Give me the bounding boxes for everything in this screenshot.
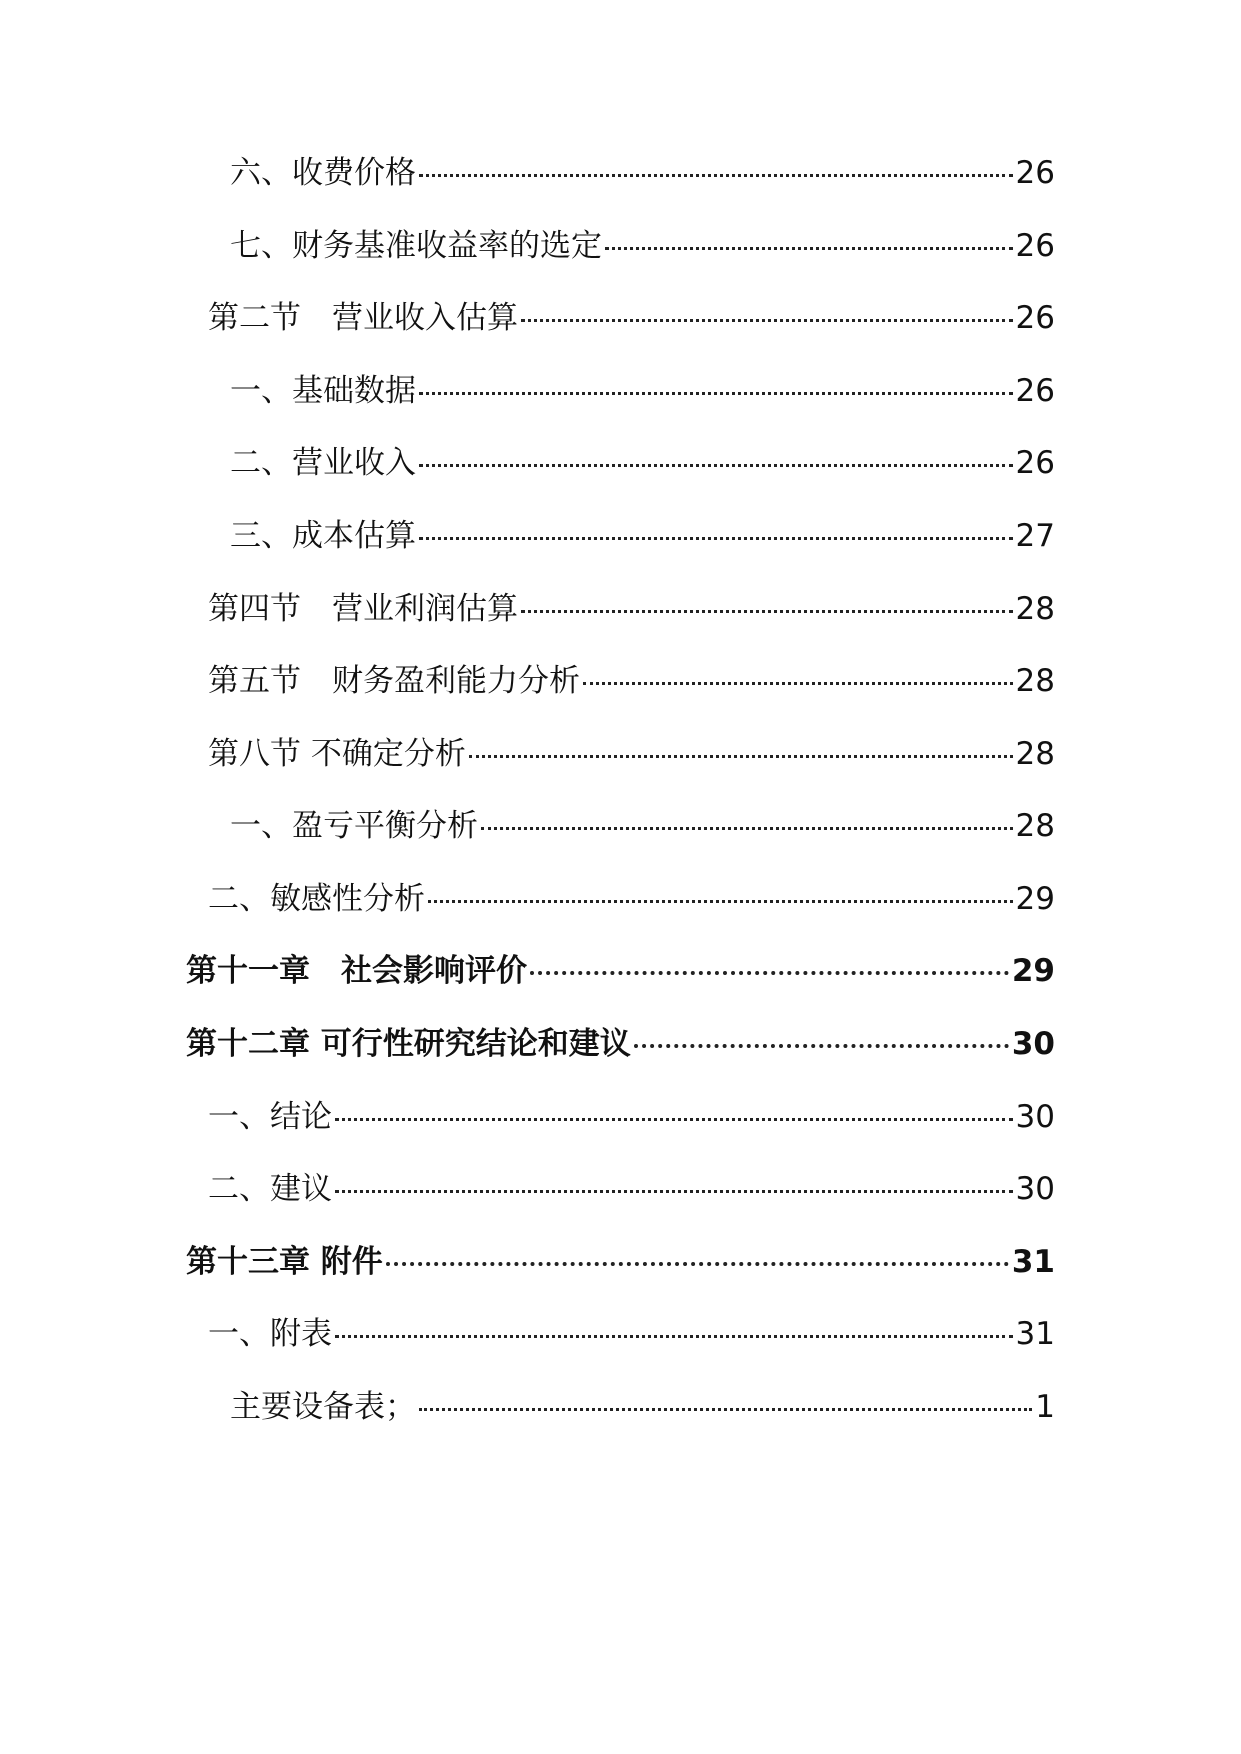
toc-entry[interactable] — [230, 516, 1055, 556]
toc-entry[interactable] — [230, 806, 1055, 846]
toc-entry[interactable] — [230, 226, 1055, 266]
toc-entry-page: 30 — [1015, 1099, 1055, 1135]
toc-entry-title: 第十三章 附件 — [186, 1244, 383, 1280]
toc-entry-title: 一、盈亏平衡分析 — [230, 808, 478, 844]
toc-entry-title: 六、收费价格 — [230, 155, 416, 191]
toc-entry-page: 31 — [1015, 1316, 1055, 1352]
toc-entry-chapter[interactable] — [186, 1242, 1055, 1282]
toc-entry-title: 二、敏感性分析 — [208, 881, 425, 917]
toc-entry[interactable] — [208, 1314, 1055, 1354]
dot-leader — [634, 1044, 1009, 1048]
dot-leader — [481, 827, 1013, 830]
dot-leader — [419, 392, 1013, 395]
toc-entry-page: 28 — [1015, 808, 1055, 844]
dot-leader — [335, 1335, 1013, 1338]
toc-entry[interactable] — [208, 589, 1055, 629]
toc-entry-page: 26 — [1015, 373, 1055, 409]
dot-leader — [335, 1190, 1013, 1193]
toc-entry-page: 28 — [1015, 736, 1055, 772]
toc-entry[interactable] — [208, 1097, 1055, 1137]
toc-entry-title: 第十一章 社会影响评价 — [186, 953, 527, 989]
dot-leader — [419, 174, 1013, 177]
toc-entry[interactable] — [208, 1169, 1055, 1209]
toc-entry-title: 二、营业收入 — [230, 445, 416, 481]
toc-entry-title: 三、成本估算 — [230, 518, 416, 554]
toc-entry-title: 第五节 财务盈利能力分析 — [208, 663, 580, 699]
toc-entry-title: 第八节 不确定分析 — [208, 736, 466, 772]
toc-entry-page: 1 — [1035, 1389, 1055, 1425]
toc-entry-page: 26 — [1015, 155, 1055, 191]
toc-entry-chapter[interactable] — [186, 951, 1055, 991]
toc-entry-page: 26 — [1015, 228, 1055, 264]
toc-entry-title: 第十二章 可行性研究结论和建议 — [186, 1026, 631, 1062]
dot-leader — [530, 971, 1009, 975]
dot-leader — [419, 464, 1013, 467]
toc-entry-page: 29 — [1011, 953, 1055, 989]
toc-entry[interactable] — [208, 734, 1055, 774]
toc-entry-page: 28 — [1015, 591, 1055, 627]
toc-entry[interactable] — [208, 661, 1055, 701]
toc-entry-page: 28 — [1015, 663, 1055, 699]
toc-entry-page: 31 — [1011, 1244, 1055, 1280]
toc-entry[interactable] — [230, 153, 1055, 193]
dot-leader — [521, 610, 1013, 613]
toc-entry-title: 第二节 营业收入估算 — [208, 300, 518, 336]
toc-entry-page: 26 — [1015, 445, 1055, 481]
dot-leader — [428, 900, 1013, 903]
toc-entry-page: 30 — [1011, 1026, 1055, 1062]
dot-leader — [386, 1262, 1009, 1266]
toc-entry-title: 主要设备表； — [230, 1389, 416, 1425]
toc-entry-title: 第四节 营业利润估算 — [208, 591, 518, 627]
toc-entry[interactable] — [230, 1387, 1055, 1427]
toc-entry-title: 七、财务基准收益率的选定 — [230, 228, 602, 264]
dot-leader — [469, 755, 1013, 758]
toc-entry[interactable] — [208, 298, 1055, 338]
dot-leader — [335, 1118, 1013, 1121]
toc-entry[interactable] — [208, 879, 1055, 919]
toc-entry-page: 27 — [1015, 518, 1055, 554]
toc-entry[interactable] — [230, 443, 1055, 483]
toc-entry-page: 26 — [1015, 300, 1055, 336]
dot-leader — [583, 682, 1013, 685]
toc-entry-title: 一、结论 — [208, 1099, 332, 1135]
dot-leader — [419, 1408, 1032, 1411]
toc-entry-page: 29 — [1015, 881, 1055, 917]
toc-entry-title: 二、建议 — [208, 1171, 332, 1207]
dot-leader — [419, 537, 1013, 540]
dot-leader — [605, 247, 1013, 250]
toc-entry-chapter[interactable] — [186, 1024, 1055, 1064]
toc-entry-title: 一、附表 — [208, 1316, 332, 1352]
toc-entry-page: 30 — [1015, 1171, 1055, 1207]
dot-leader — [521, 319, 1013, 322]
toc-entry[interactable] — [230, 371, 1055, 411]
toc-entry-title: 一、基础数据 — [230, 373, 416, 409]
